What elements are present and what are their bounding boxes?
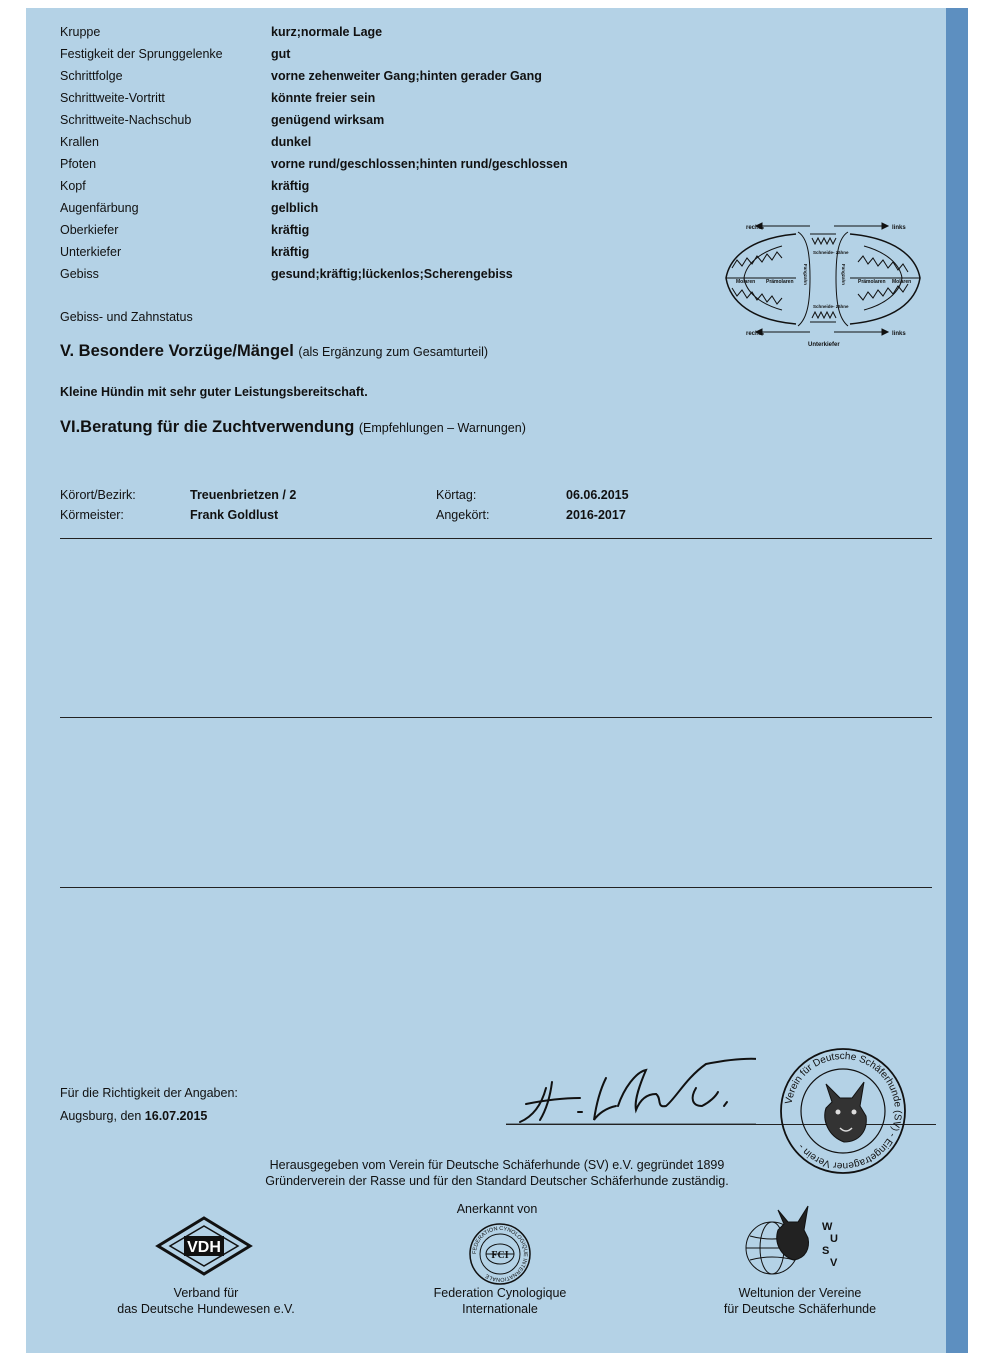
section-vi-title: VI.Beratung für die Zuchtverwendung [60, 418, 355, 436]
trait-label: Festigkeit der Sprunggelenke [60, 47, 223, 61]
section-v-subtitle: (als Ergänzung zum Gesamturteil) [298, 345, 489, 359]
trait-value: dunkel [271, 135, 312, 149]
trait-row [60, 201, 660, 223]
jaw-label-fangzahn-left: Fangzahn [803, 264, 808, 285]
jaw-label-praemolaren-left: Prämolaren [766, 279, 794, 285]
trait-label: Schrittweite-Nachschub [60, 113, 192, 127]
jaw-label-links-top: links [892, 225, 906, 231]
wusv-caption-2: für Deutsche Schäferhunde [723, 1302, 877, 1316]
trait-label: Gebiss [60, 267, 99, 281]
angekoert-value: 2016-2017 [566, 508, 626, 522]
trait-row [60, 47, 660, 69]
trait-label: Krallen [60, 135, 99, 149]
trait-value: kräftig [271, 223, 310, 237]
trait-value: vorne zehenweiter Gang;hinten gerader Gang [271, 69, 542, 83]
trait-row [60, 245, 660, 267]
trait-row [60, 91, 660, 113]
divider-2 [60, 717, 932, 718]
wusv-letter: U [830, 1233, 838, 1245]
trait-row [60, 223, 660, 245]
trait-label: Unterkiefer [60, 245, 122, 259]
trait-label: Pfoten [60, 157, 97, 171]
trait-value: vorne rund/geschlossen;hinten rund/geschlossen [271, 157, 568, 171]
section-vi-subtitle: (Empfehlungen – Warnungen) [358, 421, 526, 435]
wusv-letters [822, 1221, 838, 1269]
jaw-label-schneidezaehne-top: Schneide- zähne [813, 250, 849, 255]
trait-row [60, 157, 660, 179]
fci-caption-1: Federation Cynologique [433, 1286, 567, 1300]
shepherd-dog-icon [825, 1082, 867, 1142]
wusv-letter: S [822, 1245, 830, 1257]
jaw-label-fangzahn-right: Fangzahn [841, 264, 846, 285]
jaw-label-praemolaren-right: Prämolaren [858, 279, 886, 285]
attest-place: Augsburg, den [60, 1109, 145, 1123]
anerkannt-label: Anerkannt von [456, 1202, 538, 1216]
angekoert-label: Angekört: [436, 508, 490, 522]
jaw-label-molaren-right: Molaren [892, 279, 912, 285]
jaw-diagram [712, 216, 934, 346]
publisher-line-2: Gründerverein der Rasse und für den Standard Deutscher Schäferhunde zuständig. [265, 1174, 729, 1188]
trait-value: gut [271, 47, 291, 61]
fci-caption-2: Internationale [462, 1302, 538, 1316]
attest-place-date [60, 1109, 207, 1123]
attest-line: Für die Richtigkeit der Angaben: [60, 1086, 238, 1100]
jaw-label-molaren-left: Molaren [736, 279, 756, 285]
trait-value: kräftig [271, 179, 310, 193]
trait-row [60, 267, 660, 289]
fci-logo [468, 1222, 532, 1286]
divider-1 [60, 538, 932, 539]
koerort-value: Treuenbrietzen / 2 [190, 488, 297, 502]
trait-row [60, 113, 660, 135]
trait-value: gesund;kräftig;lückenlos;Scherengebiss [271, 267, 513, 281]
trait-label: Kopf [60, 179, 86, 193]
trait-value: könnte freier sein [271, 91, 376, 105]
trait-label: Schrittfolge [60, 69, 123, 83]
trait-value: genügend wirksam [271, 113, 385, 127]
wusv-dog-icon [777, 1206, 809, 1260]
koermeister-label: Körmeister: [60, 508, 124, 522]
jaw-label-schneidezaehne-bottom: Schneide- zähne [813, 304, 849, 309]
vdh-mark: VDH [187, 1239, 221, 1256]
jaw-label-links-bottom: links [892, 331, 906, 337]
koerort-label: Körort/Bezirk: [60, 488, 136, 502]
teeth-status-label: Gebiss- und Zahnstatus [60, 310, 193, 324]
seal-ring-text: Verein für Deutsche Schäferhunde (SV) - Eingetragener Verein - [783, 1050, 904, 1172]
jaw-label-unterkiefer: Unterkiefer [808, 342, 840, 346]
vdh-caption-2: das Deutsche Hundewesen e.V. [117, 1302, 295, 1316]
certificate-sheet [26, 8, 968, 1353]
wusv-letter: W [822, 1221, 833, 1233]
trait-value: gelblich [271, 201, 319, 215]
koertag-value: 06.06.2015 [566, 488, 629, 502]
trait-row [60, 179, 660, 201]
trait-value: kräftig [271, 245, 310, 259]
trait-row [60, 135, 660, 157]
fci-mark: FCI [491, 1250, 509, 1261]
koermeister-value: Frank Goldlust [190, 508, 279, 522]
vdh-caption-1: Verband für [173, 1286, 239, 1300]
page-spine [946, 8, 968, 1353]
sv-seal [778, 1046, 908, 1176]
jaw-label-rechts-bottom: rechts [746, 331, 765, 337]
section-v-text: Kleine Hündin mit sehr guter Leistungsbereitschaft. [60, 385, 368, 399]
trait-label: Oberkiefer [60, 223, 119, 237]
trait-row [60, 25, 660, 47]
fci-ring-text: FEDERATION CYNOLOGIQUE INTERNATIONALE [471, 1225, 529, 1283]
trait-value: kurz;normale Lage [271, 25, 383, 39]
section-v-heading [60, 342, 488, 361]
koertag-label: Körtag: [436, 488, 477, 502]
section-v-title: V. Besondere Vorzüge/Mängel [60, 342, 294, 360]
wusv-caption-1: Weltunion der Vereine [738, 1286, 862, 1300]
wusv-logo [738, 1200, 848, 1280]
trait-row [60, 69, 660, 91]
jaw-label-rechts-top: rechts [746, 225, 765, 231]
trait-label: Schrittweite-Vortritt [60, 91, 165, 105]
wusv-letter: V [830, 1257, 838, 1269]
publisher-line-1: Herausgegeben vom Verein für Deutsche Schäferhunde (SV) e.V. gegründet 1899 [269, 1158, 725, 1172]
trait-label: Kruppe [60, 25, 101, 39]
divider-3 [60, 887, 932, 888]
trait-label: Augenfärbung [60, 201, 139, 215]
vdh-logo [154, 1214, 254, 1278]
attest-date: 16.07.2015 [144, 1109, 208, 1123]
section-vi-heading [60, 418, 526, 437]
signature-image [506, 1048, 756, 1128]
